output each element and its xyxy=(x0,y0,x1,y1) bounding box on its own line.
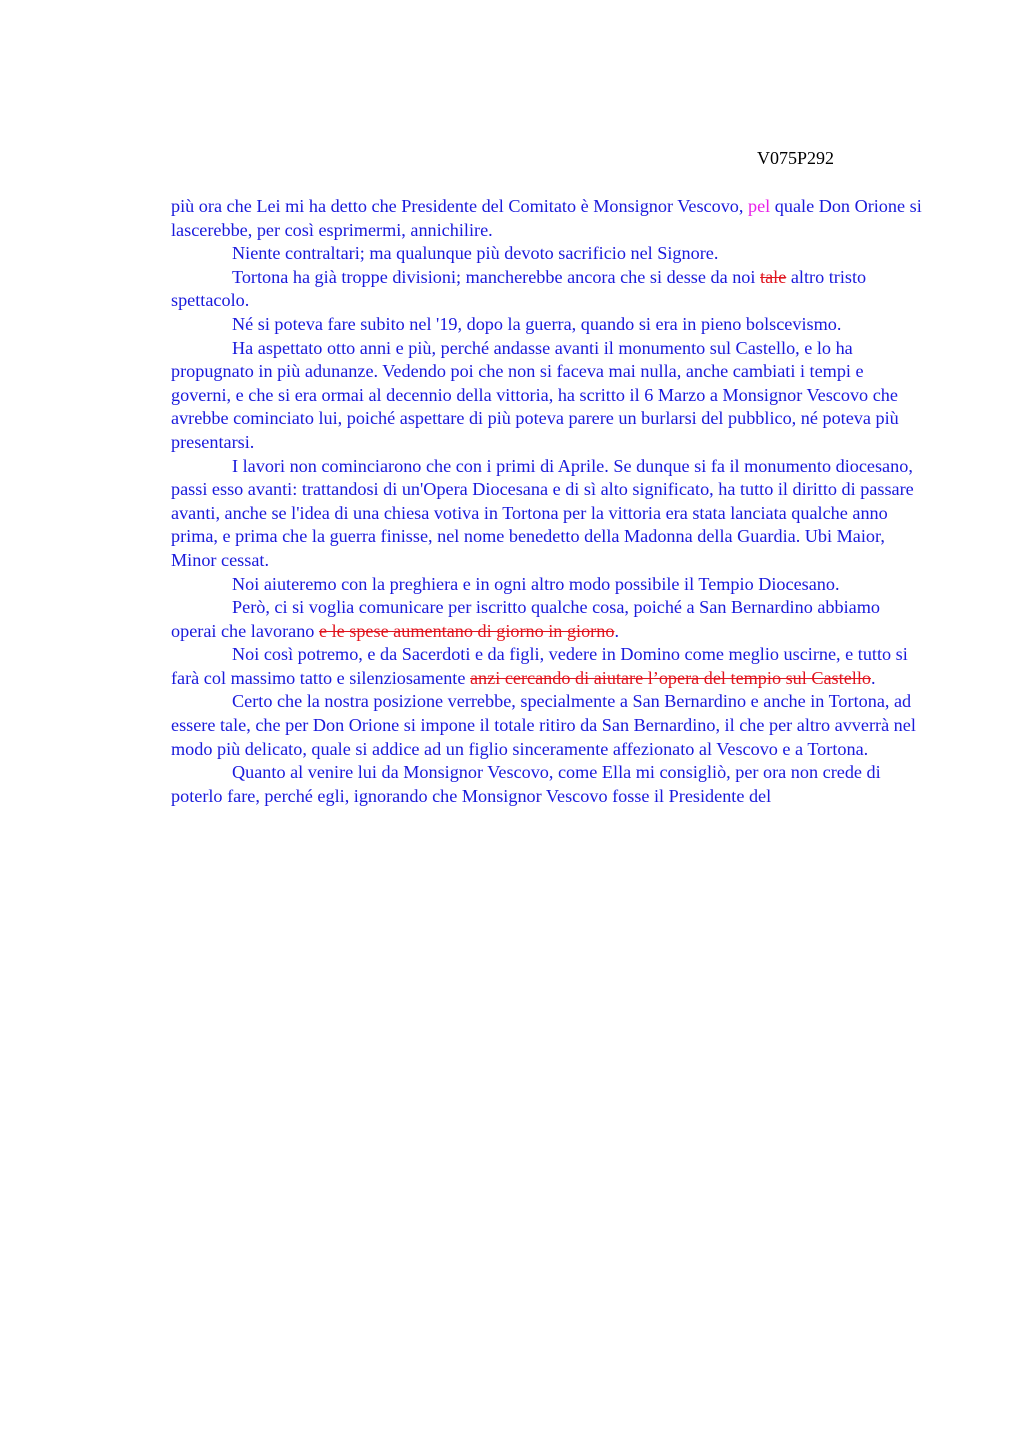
deleted-phrase: e le spese aumentano di giorno in giorno xyxy=(318,620,615,641)
paragraph-text: Noi così potremo, e da Sacerdoti e da figli, vedere in Domino come meglio uscirne, e tutto si farà col massimo tatto e silenziosamente xyxy=(171,644,908,688)
paragraph-text: quale Don Orione si lascerebbe, per così esprimermi, annichilire. xyxy=(171,196,922,240)
inserted-word: pel xyxy=(747,196,771,216)
paragraph-10 xyxy=(171,690,928,761)
paragraph-text: . xyxy=(870,667,876,688)
paragraph-text: . xyxy=(614,620,619,641)
page-identifier: V075P292 xyxy=(757,148,835,168)
paragraph-text: altro tristo spettacolo. xyxy=(171,266,867,311)
paragraph-8 xyxy=(171,596,928,643)
paragraph-text: I lavori non cominciarono che con i primi di Aprile. Se dunque si fa il monumento diocesano, passi esso avanti: trattandosi di un'Opera Diocesana e di sì alto significato, ha tutto il diritto di passare avanti, anche se l'idea di una chiesa votiva in Tortona per la vittoria era stata lanciata qualche anno prima, e prima che la guerra finisse, nel nome benedetto della Madonna della Guardia. Ubi Maior, Minor cessat. xyxy=(171,455,914,570)
paragraph-3 xyxy=(171,266,928,313)
paragraph-text: Però, ci si voglia comunicare per iscritto qualche cosa, poiché a San Bernardino abbiamo operai che lavorano xyxy=(171,597,880,641)
paragraph-6 xyxy=(171,455,928,573)
paragraph-11 xyxy=(171,761,928,808)
paragraph-text: Ha aspettato otto anni e più, perché andasse avanti il monumento sul Castello, e lo ha propugnato in più adunanze. Vedendo poi che non si faceva mai nulla, anche cambiati i tempi e governi, e che si era ormai al decennio della vittoria, ha scritto il 6 Marzo a Monsignor Vescovo che avrebbe cominciato lui, poiché aspettare di più poteva parere un burlarsi del pubblico, né poteva più presentarsi. xyxy=(171,337,899,452)
paragraph-text: Noi aiuteremo con la preghiera e in ogni altro modo possibile il Tempio Diocesano. xyxy=(232,573,840,594)
paragraph-text: Quanto al venire lui da Monsignor Vescovo, come Ella mi consigliò, per ora non crede di poterlo fare, perché egli, ignorando che Monsignor Vescovo fosse il Presidente del xyxy=(171,762,881,806)
paragraph-text: Né si poteva fare subito nel '19, dopo la guerra, quando si era in pieno bolscevismo. xyxy=(232,313,842,334)
letter-body xyxy=(171,195,928,808)
paragraph-5 xyxy=(171,337,928,455)
paragraph-text: Tortona ha già troppe divisioni; mancherebbe ancora che si desse da noi xyxy=(232,266,761,287)
paragraph-9 xyxy=(171,643,928,690)
paragraph-4 xyxy=(171,313,928,337)
deleted-word: tale xyxy=(760,266,787,287)
paragraph-text: Niente contraltari; ma qualunque più devoto sacrificio nel Signore. xyxy=(232,243,719,264)
paragraph-text: Certo che la nostra posizione verrebbe, specialmente a San Bernardino e anche in Tortona, ad essere tale, che per Don Orione si impone il totale ritiro da San Bernardino, il che per altro avverrà nel modo più delicato, quale si addice ad un figlio sinceramente affezionato al Vescovo e a Tortona. xyxy=(171,691,916,759)
paragraph-7 xyxy=(171,573,928,597)
deleted-phrase: anzi cercando di aiutare l’opera del tempio sul Castello xyxy=(469,667,871,688)
paragraph-2 xyxy=(171,242,928,266)
paragraph-1 xyxy=(171,195,928,242)
paragraph-text: più ora che Lei mi ha detto che Presidente del Comitato è Monsignor Vescovo, xyxy=(171,196,748,216)
